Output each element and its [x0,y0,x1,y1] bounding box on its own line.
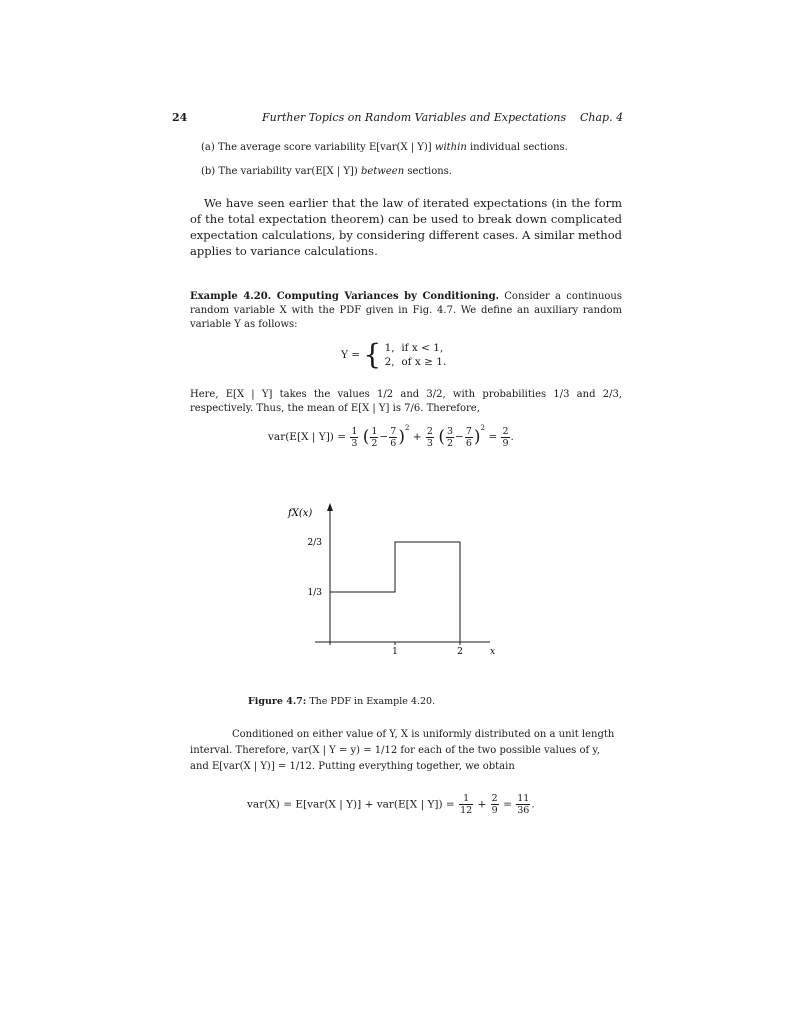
x-axis-label: x [489,647,496,657]
page-number: 24 [172,111,188,124]
paragraph-iterated-expectations: We have seen earlier that the law of iterated expectations (in the form of the total expectation theorem) can be used to break down complicated expectation calculations, by considering different cases. A similar method applies to variance calculations. [190,196,622,258]
variance-equation: var(E[X | Y]) = $\frac{1}{3}$ ( $\frac{1}{2}$ − $\frac{7}{6}$ )$^2$ + $\frac{2}{3}$ ( $\frac{3}{2}$ − $\frac{7}{6}$ )$^2$ = $\frac{2}{9}$ . [268,424,514,449]
y-tick-label-1: 1/3 [307,588,322,598]
chapter-label: Chap. 4 [580,111,624,124]
figure-caption: Figure 4.7: The PDF in Example 4.20. [248,696,436,707]
running-title: Further Topics on Random Variables and Expectations [262,111,567,124]
pdf-series-line [330,542,460,642]
list-item-b: (b) The variability var(E[X | Y]) between sections. [201,166,452,177]
x-tick-label-2: 2 [457,647,463,657]
y-axis-label: fX(x) [288,508,313,519]
x-tick-label-1: 1 [392,647,398,657]
y-tick-label-2: 2/3 [307,538,322,548]
example-heading: Example 4.20. Computing Variances by Conditioning. [190,291,500,302]
example-text-2: Here, E[X | Y] takes the values 1/2 and 3/2, with probabilities 1/3 and 2/3, respectively. Thus, the mean of E[X | Y] is 7/6. Therefore, [190,389,622,414]
total-variance-equation: var(X) = E[var(X | Y)] + var(E[X | Y]) = $\frac{1}{12}$ + $\frac{2}{9}$ = $\frac{11}{36}$ . [247,793,535,816]
paragraph-conditioned: Conditioned on either value of Y, X is uniformly distributed on a unit length interval. Therefore, var(X | Y = y) = 1/12 for each of the two possible values of y, and E[var(X | Y)] = 1/12. Putting everything together, we obtain [190,729,615,772]
y-axis-arrow [327,503,333,511]
y-definition: Y = { 1, if x < 1, 2, of x ≥ 1. [341,338,447,371]
pdf-figure [280,495,520,665]
example-intro: Example 4.20. Computing Variances by Conditioning. Consider a continuous random variable X with the PDF given in Fig. 4.7. We define an auxiliary random variable Y as follows: [190,291,622,330]
list-item-a: (a) The average score variability E[var(X | Y)] within individual sections. [201,142,568,153]
